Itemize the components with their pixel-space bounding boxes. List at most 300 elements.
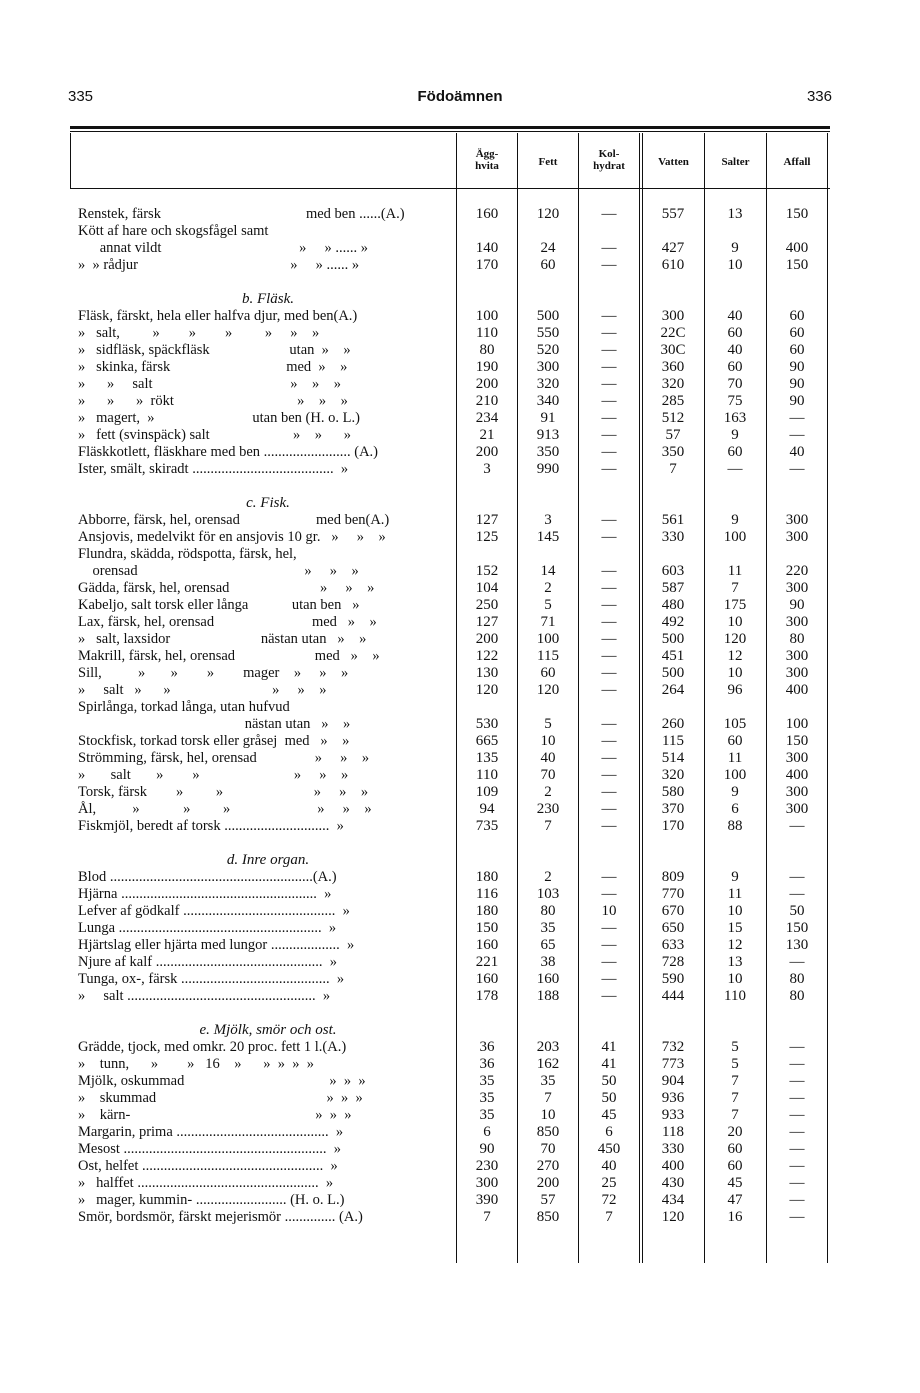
row-value: 500 bbox=[661, 631, 685, 647]
row-value: 340 bbox=[536, 393, 560, 409]
row-value: 221 bbox=[475, 954, 499, 970]
row-value: 60 bbox=[727, 359, 743, 375]
row-value: 14 bbox=[540, 563, 556, 579]
row-value: 90 bbox=[789, 359, 805, 375]
row-value: 587 bbox=[661, 580, 685, 596]
row-value: — bbox=[601, 733, 617, 749]
row-value: 45 bbox=[727, 1175, 743, 1191]
row-label: Tunga, ox-, färsk ......................................... » bbox=[78, 971, 345, 987]
row-value: 728 bbox=[661, 954, 685, 970]
row-value: 735 bbox=[475, 818, 499, 834]
row-value: 140 bbox=[475, 240, 499, 256]
row-value: 7 bbox=[544, 1090, 552, 1106]
row-value: 40 bbox=[727, 308, 743, 324]
table-row bbox=[78, 614, 838, 631]
row-value: 990 bbox=[536, 461, 560, 477]
row-value: 913 bbox=[536, 427, 560, 443]
row-value: 110 bbox=[476, 767, 498, 783]
row-value: 145 bbox=[536, 529, 560, 545]
row-value: 125 bbox=[475, 529, 499, 545]
row-value: 170 bbox=[475, 257, 499, 273]
row-value: 50 bbox=[601, 1073, 617, 1089]
row-value: 7 bbox=[669, 461, 677, 477]
row-value: 13 bbox=[727, 206, 743, 222]
row-label: Gädda, färsk, hel, orensad » » » bbox=[78, 580, 375, 596]
row-value: 773 bbox=[661, 1056, 685, 1072]
row-value: 24 bbox=[540, 240, 556, 256]
row-value: 150 bbox=[785, 257, 809, 273]
row-value: 96 bbox=[727, 682, 743, 698]
row-value: 3 bbox=[483, 461, 491, 477]
row-value: 150 bbox=[475, 920, 499, 936]
row-label: » skinka, färsk med » » bbox=[78, 359, 348, 375]
row-value: 35 bbox=[540, 1073, 556, 1089]
row-value: 10 bbox=[727, 971, 743, 987]
row-value: 130 bbox=[475, 665, 499, 681]
row-value: 10 bbox=[727, 257, 743, 273]
row-value: 451 bbox=[661, 648, 685, 664]
row-value: 260 bbox=[661, 716, 685, 732]
row-value: 650 bbox=[661, 920, 685, 936]
table-row bbox=[78, 410, 838, 427]
row-value: 5 bbox=[731, 1039, 739, 1055]
column-header-salts: Salter bbox=[721, 156, 750, 168]
row-value: 60 bbox=[540, 257, 556, 273]
row-value: 200 bbox=[475, 376, 499, 392]
column-header-water: Vatten bbox=[658, 156, 689, 168]
row-value: 500 bbox=[536, 308, 560, 324]
header-rule bbox=[70, 188, 830, 189]
row-value: 200 bbox=[475, 444, 499, 460]
row-value: 6 bbox=[605, 1124, 613, 1140]
row-value: 45 bbox=[601, 1107, 617, 1123]
section-gap bbox=[78, 274, 838, 291]
row-value: — bbox=[601, 648, 617, 664]
table-row bbox=[78, 563, 838, 580]
row-value: 300 bbox=[785, 529, 809, 545]
row-value: 115 bbox=[537, 648, 559, 664]
row-value: 90 bbox=[789, 376, 805, 392]
row-label: Ål, » » » » » » bbox=[78, 801, 372, 817]
table-row bbox=[78, 869, 838, 886]
table-row bbox=[78, 1124, 838, 1141]
row-value: 230 bbox=[536, 801, 560, 817]
row-value: 520 bbox=[536, 342, 560, 358]
row-value: — bbox=[601, 427, 617, 443]
row-label: Grädde, tjock, med omkr. 20 proc. fett 1 l.(A.) bbox=[78, 1039, 347, 1055]
row-value: — bbox=[601, 801, 617, 817]
row-label: » » salt » » » bbox=[78, 376, 342, 392]
row-value: 300 bbox=[785, 784, 809, 800]
row-value: 40 bbox=[727, 342, 743, 358]
table-row bbox=[78, 784, 838, 801]
row-value: 10 bbox=[727, 903, 743, 919]
section-gap bbox=[78, 1005, 838, 1022]
row-value: 90 bbox=[789, 393, 805, 409]
row-value: 35 bbox=[479, 1073, 495, 1089]
row-value: 7 bbox=[483, 1209, 491, 1225]
row-value: 152 bbox=[475, 563, 499, 579]
table-row bbox=[78, 767, 838, 784]
row-value: 360 bbox=[661, 359, 685, 375]
table-row bbox=[78, 512, 838, 529]
row-value: 550 bbox=[536, 325, 560, 341]
row-value: 6 bbox=[483, 1124, 491, 1140]
row-value: 41 bbox=[601, 1039, 617, 1055]
table-row bbox=[78, 1192, 838, 1209]
row-value: 320 bbox=[661, 376, 685, 392]
row-value: 250 bbox=[475, 597, 499, 613]
table-row bbox=[78, 903, 838, 920]
row-value: 135 bbox=[475, 750, 499, 766]
row-value: 300 bbox=[661, 308, 685, 324]
row-value: — bbox=[789, 1158, 805, 1174]
row-value: 94 bbox=[479, 801, 495, 817]
row-value: 264 bbox=[661, 682, 685, 698]
left-rule bbox=[70, 133, 71, 189]
row-value: 12 bbox=[727, 937, 743, 953]
row-value: 300 bbox=[785, 801, 809, 817]
row-value: 11 bbox=[727, 886, 743, 902]
section-heading bbox=[78, 495, 838, 512]
row-value: — bbox=[601, 257, 617, 273]
row-value: 60 bbox=[789, 342, 805, 358]
row-value: 120 bbox=[475, 682, 499, 698]
table-row bbox=[78, 376, 838, 393]
table-row bbox=[78, 1141, 838, 1158]
table-row bbox=[78, 988, 838, 1005]
row-value: 200 bbox=[536, 1175, 560, 1191]
row-value: 21 bbox=[479, 427, 495, 443]
row-value: 11 bbox=[727, 750, 743, 766]
row-value: 450 bbox=[597, 1141, 621, 1157]
table-row bbox=[78, 631, 838, 648]
row-value: 150 bbox=[785, 206, 809, 222]
row-label: Margarin, prima .......................................... » bbox=[78, 1124, 344, 1140]
row-label: » tunn, » » 16 » » » » » bbox=[78, 1056, 315, 1072]
row-value: — bbox=[601, 563, 617, 579]
row-value: 9 bbox=[731, 784, 739, 800]
row-value: 7 bbox=[544, 818, 552, 834]
table-row bbox=[78, 1175, 838, 1192]
row-label: Torsk, färsk » » » » » bbox=[78, 784, 369, 800]
row-value: — bbox=[601, 325, 617, 341]
row-value: — bbox=[789, 818, 805, 834]
row-value: — bbox=[601, 937, 617, 953]
row-value: 25 bbox=[601, 1175, 617, 1191]
row-value: 91 bbox=[540, 410, 556, 426]
row-value: — bbox=[789, 1192, 805, 1208]
row-label: Mjölk, oskummad » » » bbox=[78, 1073, 366, 1089]
row-value: 300 bbox=[785, 512, 809, 528]
row-value: 580 bbox=[661, 784, 685, 800]
row-value: 370 bbox=[661, 801, 685, 817]
row-value: 178 bbox=[475, 988, 499, 1004]
row-value: — bbox=[601, 954, 617, 970]
row-value: — bbox=[789, 1039, 805, 1055]
row-label: Stockfisk, torkad torsk eller gråsej med » » bbox=[78, 733, 350, 749]
row-value: 400 bbox=[785, 240, 809, 256]
row-value: 234 bbox=[475, 410, 499, 426]
right-page-number: 336 bbox=[806, 88, 832, 105]
row-value: — bbox=[789, 427, 805, 443]
row-value: 2 bbox=[544, 580, 552, 596]
row-value: 7 bbox=[731, 1107, 739, 1123]
row-value: 10 bbox=[540, 1107, 556, 1123]
row-label: Fiskmjöl, beredt af torsk ............................. » bbox=[78, 818, 344, 834]
section-heading-text: d. Inre organ. bbox=[226, 852, 310, 868]
row-value: 770 bbox=[661, 886, 685, 902]
row-value: 115 bbox=[662, 733, 684, 749]
row-value: 160 bbox=[475, 937, 499, 953]
row-value: 170 bbox=[661, 818, 685, 834]
column-header-fat: Fett bbox=[538, 156, 558, 168]
row-value: 300 bbox=[785, 614, 809, 630]
row-value: 7 bbox=[731, 1090, 739, 1106]
row-value: — bbox=[601, 393, 617, 409]
row-value: 300 bbox=[536, 359, 560, 375]
row-value: 400 bbox=[785, 767, 809, 783]
row-value: 71 bbox=[540, 614, 556, 630]
row-label: Abborre, färsk, hel, orensad med ben(A.) bbox=[78, 512, 390, 528]
row-value: 10 bbox=[540, 733, 556, 749]
row-value: — bbox=[601, 920, 617, 936]
row-value: 400 bbox=[785, 682, 809, 698]
section-heading bbox=[78, 1022, 838, 1039]
row-value: 57 bbox=[665, 427, 681, 443]
row-label: Makrill, färsk, hel, orensad med » » bbox=[78, 648, 380, 664]
row-label: Lunga ........................................................ » bbox=[78, 920, 337, 936]
row-value: 15 bbox=[727, 920, 743, 936]
row-value: 60 bbox=[727, 1141, 743, 1157]
section-heading-text: e. Mjölk, smör och ost. bbox=[199, 1022, 337, 1038]
row-value: — bbox=[789, 869, 805, 885]
table-row bbox=[78, 801, 838, 818]
row-value: 210 bbox=[475, 393, 499, 409]
row-value: — bbox=[601, 597, 617, 613]
column-header-carbohydrate: Kol- hydrat bbox=[593, 148, 625, 172]
section-heading bbox=[78, 852, 838, 869]
row-label: Hjärna ...................................................... » bbox=[78, 886, 332, 902]
row-value: 444 bbox=[661, 988, 685, 1004]
row-value: 90 bbox=[479, 1141, 495, 1157]
row-value: 80 bbox=[479, 342, 495, 358]
table-row bbox=[78, 682, 838, 699]
row-value: — bbox=[601, 614, 617, 630]
table-row bbox=[78, 971, 838, 988]
row-label: Fläsk, färskt, hela eller halfva djur, med ben(A.) bbox=[78, 308, 358, 324]
table-row bbox=[78, 240, 838, 257]
row-value: 7 bbox=[731, 580, 739, 596]
nutrition-table bbox=[78, 206, 838, 1226]
row-value: — bbox=[789, 461, 805, 477]
row-value: 116 bbox=[476, 886, 498, 902]
row-value: 40 bbox=[789, 444, 805, 460]
row-value: — bbox=[601, 410, 617, 426]
row-value: — bbox=[601, 971, 617, 987]
row-label: Mesost ........................................................ » bbox=[78, 1141, 342, 1157]
table-row bbox=[78, 750, 838, 767]
row-value: 60 bbox=[789, 308, 805, 324]
row-value: — bbox=[601, 529, 617, 545]
row-value: 10 bbox=[727, 665, 743, 681]
row-value: 160 bbox=[536, 971, 560, 987]
row-value: — bbox=[601, 750, 617, 766]
row-value: 530 bbox=[475, 716, 499, 732]
table-row bbox=[78, 818, 838, 835]
row-value: — bbox=[789, 1073, 805, 1089]
row-value: 65 bbox=[540, 937, 556, 953]
row-label: » » » rökt » » » bbox=[78, 393, 348, 409]
row-value: 5 bbox=[544, 597, 552, 613]
row-value: 9 bbox=[731, 427, 739, 443]
row-value: 120 bbox=[661, 1209, 685, 1225]
row-value: 2 bbox=[544, 784, 552, 800]
row-value: 150 bbox=[785, 920, 809, 936]
row-value: 80 bbox=[540, 903, 556, 919]
row-value: 36 bbox=[479, 1039, 495, 1055]
row-label: » skummad » » » bbox=[78, 1090, 363, 1106]
row-value: 5 bbox=[544, 716, 552, 732]
row-value: 100 bbox=[723, 767, 747, 783]
row-value: — bbox=[789, 954, 805, 970]
table-row bbox=[78, 546, 838, 563]
row-value: — bbox=[601, 342, 617, 358]
section-heading bbox=[78, 291, 838, 308]
row-value: 514 bbox=[661, 750, 685, 766]
row-label: Ister, smält, skiradt ....................................... » bbox=[78, 461, 349, 477]
row-label: Ost, helfet .................................................. » bbox=[78, 1158, 338, 1174]
row-label: » mager, kummin- ......................... (H. o. L.) bbox=[78, 1192, 345, 1208]
row-value: 127 bbox=[475, 512, 499, 528]
row-value: — bbox=[789, 410, 805, 426]
row-value: 38 bbox=[540, 954, 556, 970]
row-value: — bbox=[789, 1107, 805, 1123]
table-row bbox=[78, 920, 838, 937]
top-rule-thin bbox=[70, 131, 830, 132]
row-value: 330 bbox=[661, 529, 685, 545]
table-row bbox=[78, 1073, 838, 1090]
row-value: — bbox=[601, 886, 617, 902]
row-value: 150 bbox=[785, 733, 809, 749]
row-value: 512 bbox=[661, 410, 685, 426]
row-value: 670 bbox=[661, 903, 685, 919]
row-label: Renstek, färsk med ben ......(A.) bbox=[78, 206, 405, 222]
row-value: — bbox=[789, 1056, 805, 1072]
row-value: — bbox=[601, 512, 617, 528]
row-value: 904 bbox=[661, 1073, 685, 1089]
row-value: — bbox=[601, 682, 617, 698]
row-value: 300 bbox=[785, 665, 809, 681]
row-value: 57 bbox=[540, 1192, 556, 1208]
row-label: » kärn- » » » bbox=[78, 1107, 352, 1123]
row-value: 350 bbox=[536, 444, 560, 460]
row-value: — bbox=[789, 1141, 805, 1157]
row-value: 103 bbox=[536, 886, 560, 902]
row-value: 50 bbox=[601, 1090, 617, 1106]
row-value: 561 bbox=[661, 512, 685, 528]
row-value: 203 bbox=[536, 1039, 560, 1055]
column-header-protein: Ägg- hvita bbox=[475, 148, 499, 172]
row-label: Lefver af gödkalf .......................................... » bbox=[78, 903, 350, 919]
row-value: 590 bbox=[661, 971, 685, 987]
row-value: 300 bbox=[475, 1175, 499, 1191]
row-value: 610 bbox=[661, 257, 685, 273]
row-value: 120 bbox=[536, 682, 560, 698]
row-value: 13 bbox=[727, 954, 743, 970]
row-value: 7 bbox=[605, 1209, 613, 1225]
table-row bbox=[78, 393, 838, 410]
row-value: 285 bbox=[661, 393, 685, 409]
row-value: 35 bbox=[479, 1090, 495, 1106]
row-value: 110 bbox=[476, 325, 498, 341]
row-label: » salt .................................................... » bbox=[78, 988, 331, 1004]
row-label: nästan utan » » bbox=[78, 716, 351, 732]
row-value: — bbox=[601, 784, 617, 800]
row-value: 9 bbox=[731, 869, 739, 885]
row-value: — bbox=[789, 1209, 805, 1225]
row-value: — bbox=[601, 767, 617, 783]
row-label: » magert, » utan ben (H. o. L.) bbox=[78, 410, 360, 426]
row-value: — bbox=[601, 308, 617, 324]
row-value: — bbox=[727, 461, 743, 477]
row-value: 122 bbox=[475, 648, 499, 664]
row-value: 188 bbox=[536, 988, 560, 1004]
row-value: 175 bbox=[723, 597, 747, 613]
row-value: — bbox=[601, 665, 617, 681]
row-value: — bbox=[601, 988, 617, 1004]
left-page-number: 335 bbox=[68, 88, 94, 105]
row-value: 100 bbox=[475, 308, 499, 324]
table-row bbox=[78, 257, 838, 274]
row-value: 127 bbox=[475, 614, 499, 630]
row-value: 390 bbox=[475, 1192, 499, 1208]
row-value: 20 bbox=[727, 1124, 743, 1140]
table-row bbox=[78, 1158, 838, 1175]
section-gap bbox=[78, 835, 838, 852]
row-value: 47 bbox=[727, 1192, 743, 1208]
row-value: — bbox=[601, 240, 617, 256]
row-value: 850 bbox=[536, 1124, 560, 1140]
row-value: 60 bbox=[727, 444, 743, 460]
row-value: 427 bbox=[661, 240, 685, 256]
row-value: 270 bbox=[536, 1158, 560, 1174]
row-value: 400 bbox=[661, 1158, 685, 1174]
row-label: orensad » » » bbox=[78, 563, 359, 579]
row-value: 80 bbox=[789, 971, 805, 987]
row-value: 9 bbox=[731, 512, 739, 528]
row-value: 809 bbox=[661, 869, 685, 885]
row-value: 100 bbox=[536, 631, 560, 647]
row-value: — bbox=[601, 206, 617, 222]
row-value: 10 bbox=[727, 614, 743, 630]
row-value: 160 bbox=[475, 206, 499, 222]
row-value: 230 bbox=[475, 1158, 499, 1174]
row-value: 50 bbox=[789, 903, 805, 919]
table-row bbox=[78, 1039, 838, 1056]
table-row bbox=[78, 954, 838, 971]
row-label: Spirlånga, torkad långa, utan hufvud bbox=[78, 699, 290, 715]
top-rule bbox=[70, 126, 830, 129]
table-row bbox=[78, 529, 838, 546]
row-value: 22C bbox=[660, 325, 686, 341]
row-value: 300 bbox=[785, 648, 809, 664]
row-value: 434 bbox=[661, 1192, 685, 1208]
table-row bbox=[78, 716, 838, 733]
table-row bbox=[78, 699, 838, 716]
row-value: 7 bbox=[731, 1073, 739, 1089]
row-label: Kött af hare och skogsfågel samt bbox=[78, 223, 269, 239]
